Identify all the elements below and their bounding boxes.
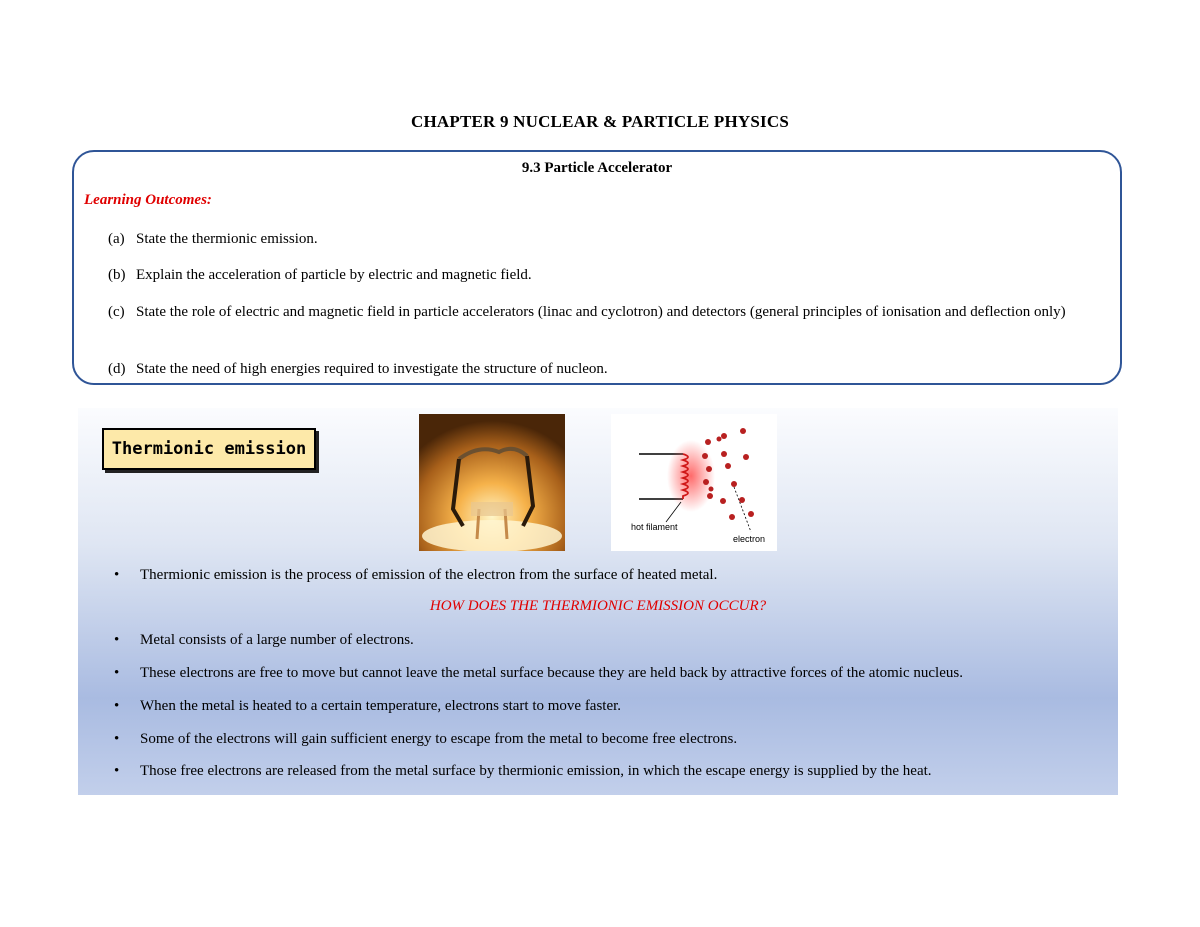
- bullet-text: Some of the electrons will gain sufficient energy to escape from the metal to become free electrons.: [140, 731, 738, 747]
- outcome-label: (c): [108, 304, 125, 320]
- outcome-text: State the need of high energies required to investigate the structure of nucleon.: [136, 361, 608, 377]
- filament-label: hot filament: [631, 522, 678, 532]
- outcome-text: State the thermionic emission.: [136, 231, 318, 247]
- electron-label: electron: [733, 534, 766, 544]
- outcome-text: State the role of electric and magnetic field in particle accelerators (linac and cyclotron) and detectors (general principles of ionisation and deflection only): [136, 304, 1066, 320]
- bullet-text: These electrons are free to move but cannot leave the metal surface because they are held back by attractive forces of the atomic nucleus.: [140, 665, 963, 681]
- bullet-symbol: •: [114, 632, 120, 648]
- hot-filament-diagram: [611, 414, 777, 551]
- bullet-item: [114, 730, 1104, 748]
- bullet-item: [114, 631, 1104, 649]
- outcome-label: (a): [108, 231, 125, 247]
- bullet-symbol: •: [114, 763, 120, 779]
- bullet-item: [114, 566, 1104, 584]
- bullet-symbol: •: [114, 731, 120, 747]
- outcome-item: [108, 360, 1088, 379]
- bullet-text: Metal consists of a large number of electrons.: [140, 632, 414, 648]
- bullet-text: Those free electrons are released from the metal surface by thermionic emission, in which the escape energy is supplied by the heat.: [140, 763, 932, 779]
- bullet-symbol: •: [114, 665, 120, 681]
- outcome-item: [108, 303, 1088, 322]
- chapter-title: CHAPTER 9 NUCLEAR & PARTICLE PHYSICS: [411, 112, 789, 131]
- outcome-item: [108, 230, 1088, 249]
- learning-outcomes-heading: Learning Outcomes:: [84, 192, 212, 208]
- bullet-text: Thermionic emission is the process of emission of the electron from the surface of heated metal.: [140, 567, 718, 583]
- thermionic-panel: [78, 408, 1118, 795]
- outcome-item: [108, 266, 1088, 285]
- learning-outcomes-box: [72, 150, 1122, 385]
- bullet-symbol: •: [114, 567, 120, 583]
- bullet-symbol: •: [114, 698, 120, 714]
- bullet-item: [114, 697, 1104, 715]
- question-heading: HOW DOES THE THERMIONIC EMISSION OCCUR?: [429, 598, 767, 614]
- filament-photo: [419, 414, 565, 551]
- bullet-item: [114, 664, 1104, 682]
- section-title: 9.3 Particle Accelerator: [521, 160, 673, 176]
- outcome-label: (b): [108, 267, 126, 283]
- thermionic-badge: Thermionic emission: [102, 428, 316, 470]
- outcome-text: Explain the acceleration of particle by electric and magnetic field.: [136, 267, 532, 283]
- outcome-label: (d): [108, 361, 126, 377]
- bullet-item: [114, 762, 1104, 780]
- bullet-text: When the metal is heated to a certain temperature, electrons start to move faster.: [140, 698, 622, 714]
